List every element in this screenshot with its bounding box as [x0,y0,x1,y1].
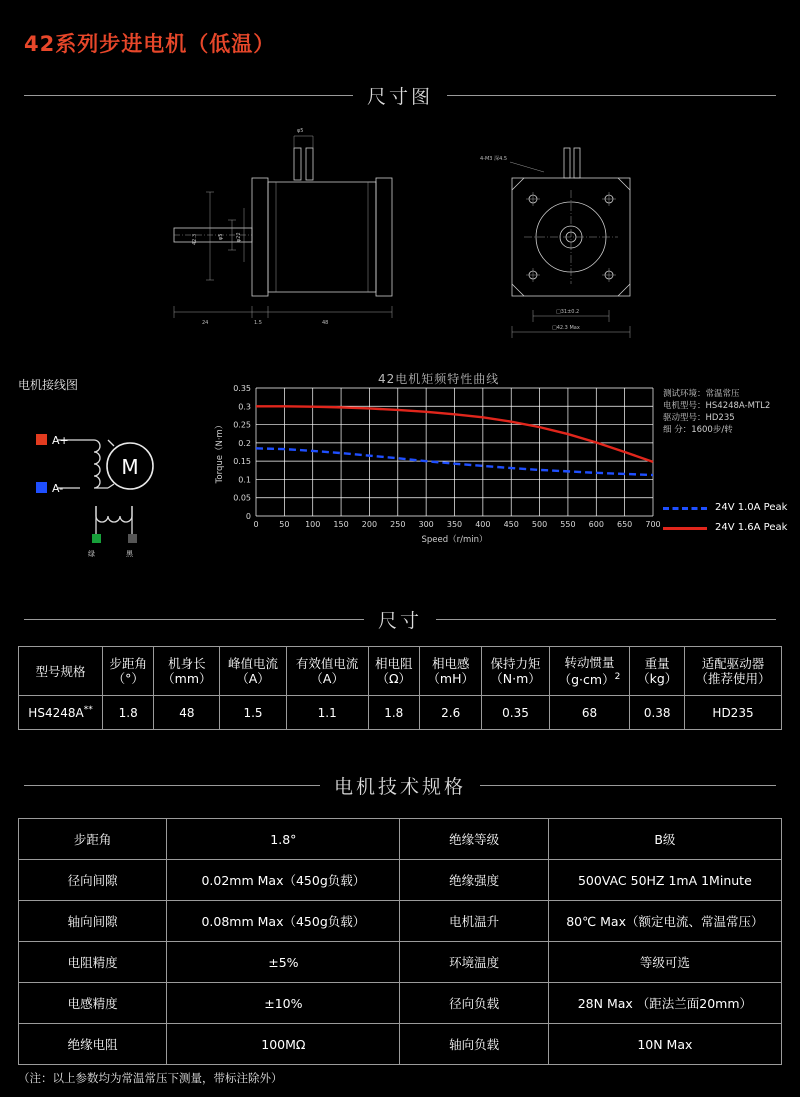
spec-cell-1-2: 绝缘强度 [400,860,548,901]
dimension-table-header-0: 型号规格 [19,647,103,696]
svg-text:0.15: 0.15 [233,457,251,467]
svg-text:550: 550 [560,520,576,529]
spec-cell-0-3: B级 [548,819,781,860]
spec-cell-2-3: 80℃ Max（额定电流、常温常压） [548,901,781,942]
svg-text:500: 500 [531,520,548,529]
chart-note-3: 细 分：1600步/转 [663,425,733,435]
spec-cell-0-2: 绝缘等级 [400,819,548,860]
spec-cell-5-1: 100MΩ [167,1024,400,1065]
svg-text:0.1: 0.1 [238,475,251,485]
torque-speed-chart [208,368,788,580]
spec-cell-3-3: 等级可选 [548,942,781,983]
svg-text:M: M [121,455,139,479]
wiring-diagram-title: 电机接线图 [18,378,79,392]
divider-right [447,95,776,96]
dimension-cell-0-0: HS4248A** [19,696,103,730]
table-row [19,1024,782,1065]
dimension-table-header-10: 适配驱动器 （推荐使用） [685,647,782,696]
spec-cell-2-0: 轴向间隙 [19,901,167,942]
dimension-cell-0-3: 1.5 [220,696,287,730]
table-row [19,860,782,901]
divider-right [436,619,776,620]
section-header-motor-spec [24,772,776,799]
spec-cell-0-1: 1.8° [167,819,400,860]
spec-cell-1-0: 径向间隙 [19,860,167,901]
svg-text:4-M3 深4.5: 4-M3 深4.5 [480,156,508,162]
dimension-table-header-5: 相电阻 （Ω） [368,647,419,696]
svg-text:48: 48 [322,320,329,326]
svg-text:□31±0.2: □31±0.2 [556,309,580,315]
spec-cell-3-2: 环境温度 [400,942,548,983]
divider-left [24,619,364,620]
footnote: （注：以上参数均为常温常压下测量，带标注除外） [18,1071,283,1085]
spec-cell-0-0: 步距角 [19,819,167,860]
svg-text:0.05: 0.05 [233,493,251,503]
divider-left [24,785,320,786]
dimension-table-header-2: 机身长 （mm） [154,647,220,696]
svg-text:650: 650 [617,520,633,529]
spec-cell-4-2: 径向负载 [400,983,548,1024]
svg-text:绿: 绿 [88,550,95,558]
svg-text:600: 600 [588,520,604,529]
chart-note-0: 测试环境：常温常压 [663,389,740,399]
dimension-table-header-4: 有效值电流 （A） [286,647,368,696]
wiring-and-curve-block [18,368,788,588]
spec-cell-5-3: 10N Max [548,1024,781,1065]
spec-cell-4-0: 电感精度 [19,983,167,1024]
table-row [19,696,782,730]
chart-plot-area [208,368,668,568]
dimension-table-header-9: 重量 （kg） [630,647,685,696]
dimension-table-header-1: 步距角 （°） [102,647,153,696]
svg-text:250: 250 [390,520,406,529]
spec-cell-4-3: 28N Max （距法兰面20mm） [548,983,781,1024]
spec-table [18,818,782,1065]
dimension-table [18,646,782,730]
svg-text:1.5: 1.5 [254,320,262,326]
svg-text:150: 150 [333,520,349,529]
dimension-table-header-3: 峰值电流 （A） [220,647,287,696]
legend-swatch-blue [663,507,707,510]
chart-notes [663,388,770,436]
svg-text:□42.3 Max: □42.3 Max [552,325,580,331]
dimension-table-wrap [18,646,782,730]
page-title: 42系列步进电机（低温） [24,32,276,56]
table-row [19,819,782,860]
spec-cell-5-2: 轴向负载 [400,1024,548,1065]
svg-text:A+: A+ [52,434,69,447]
chart-note-1: 电机型号：HS4248A-MTL2 [663,401,771,411]
svg-text:42.3: 42.3 [192,233,198,245]
svg-text:350: 350 [446,520,463,529]
section-title-dimensions: 尺寸 [378,610,423,632]
divider-right [480,785,776,786]
svg-text:0: 0 [245,512,251,521]
svg-text:200: 200 [361,520,378,529]
dimension-cell-0-4: 1.1 [286,696,368,730]
dimension-cell-0-9: 0.38 [630,696,685,730]
spec-cell-1-1: 0.02mm Max（450g负载） [167,860,400,901]
legend-item-1a [663,498,787,518]
section-header-dimensions [24,606,776,633]
svg-text:黑: 黑 [126,550,133,558]
svg-text:0.35: 0.35 [233,384,251,393]
divider-left [24,95,353,96]
wiring-diagram [18,394,208,569]
spec-cell-3-0: 电阻精度 [19,942,167,983]
svg-text:0.2: 0.2 [238,438,251,448]
svg-text:A-: A- [52,482,64,495]
dimension-table-header-6: 相电感 （mH） [420,647,482,696]
dimension-cell-0-10: HD235 [685,696,782,730]
section-title-dimension-drawing: 尺寸图 [367,86,434,108]
svg-text:Speed（r/min）: Speed（r/min） [421,535,488,545]
svg-text:0: 0 [253,520,259,529]
table-header-row [19,647,782,696]
dimension-cell-0-6: 2.6 [420,696,482,730]
section-title-motor-spec: 电机技术规格 [334,776,467,798]
section-header-dimension-drawing [24,82,776,109]
legend-label-blue: 24V 1.0A Peak [715,502,788,513]
chart-title: 42电机矩频特性曲线 [378,372,500,386]
wiring-diagram-svg [18,394,208,569]
svg-text:φ5: φ5 [218,233,224,240]
dimension-cell-0-8: 68 [549,696,630,730]
svg-text:φ5: φ5 [297,128,304,134]
dimension-table-header-8: 转动惯量 $(g\cdot cm)^2$ [549,647,630,696]
svg-text:450: 450 [503,520,519,529]
dimension-cell-0-5: 1.8 [368,696,419,730]
table-row [19,942,782,983]
spec-cell-5-0: 绝缘电阻 [19,1024,167,1065]
spec-cell-1-3: 500VAC 50HZ 1mA 1Minute [548,860,781,901]
dimension-cell-0-2: 48 [154,696,220,730]
svg-text:Torque（N·m）: Torque（N·m） [215,420,225,484]
svg-text:24: 24 [202,320,209,326]
svg-text:400: 400 [475,520,491,529]
legend-item-16a [663,518,787,538]
chart-legend [663,498,787,538]
legend-label-red: 24V 1.6A Peak [715,522,788,533]
dimension-drawing-svg [24,110,776,350]
table-row [19,901,782,942]
spec-cell-2-2: 电机温升 [400,901,548,942]
spec-table-wrap [18,818,782,1065]
legend-swatch-red [663,527,707,530]
svg-text:700: 700 [645,520,661,529]
dimension-cell-0-7: 0.35 [482,696,549,730]
spec-cell-4-1: ±10% [167,983,400,1024]
svg-text:0.3: 0.3 [238,402,251,412]
chart-note-2: 驱动型号：HD235 [663,413,735,423]
svg-text:φ22: φ22 [236,232,242,242]
svg-text:50: 50 [279,520,290,529]
dimension-table-header-7: 保持力矩 （N·m） [482,647,549,696]
svg-text:300: 300 [418,520,434,529]
svg-text:0.25: 0.25 [233,420,251,430]
spec-cell-3-1: ±5% [167,942,400,983]
dimension-drawing [24,110,776,350]
table-row [19,983,782,1024]
dimension-cell-0-1: 1.8 [102,696,153,730]
svg-text:100: 100 [305,520,321,529]
spec-cell-2-1: 0.08mm Max（450g负载） [167,901,400,942]
